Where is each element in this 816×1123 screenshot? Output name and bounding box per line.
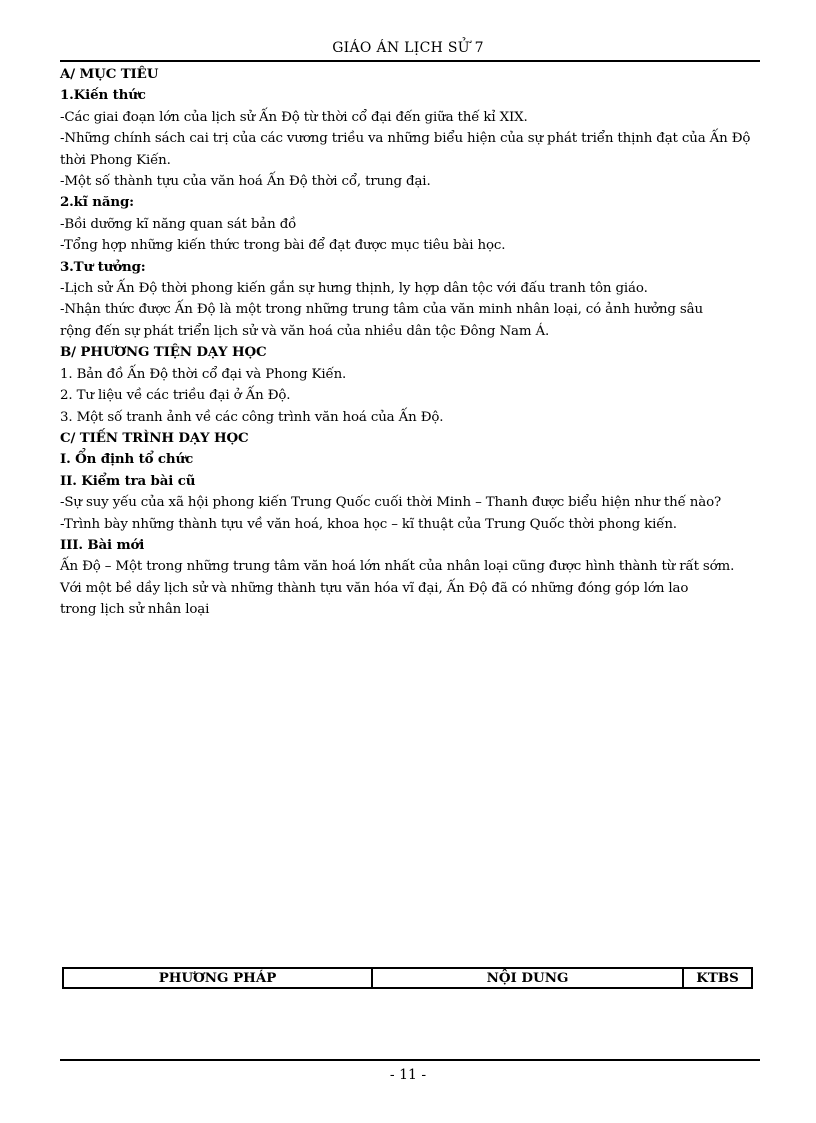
thought-line: rộng đến sự phát triển lịch sử và văn hoá của nhiều dân tộc Đông Nam Á. bbox=[60, 323, 550, 339]
materials-line: 2. Tư liệu về các triều đại ở Ấn Độ. bbox=[60, 388, 291, 404]
document-body bbox=[60, 64, 762, 621]
thought-line: -Lịch sử Ấn Độ thời phong kiến gắn sự hưng thịnh, ly hợp dân tộc với đấu tranh tôn giáo. bbox=[60, 281, 648, 297]
method-table bbox=[62, 967, 753, 989]
part2-heading: II. Kiểm tra bài cũ bbox=[60, 472, 196, 489]
lesson-intro-line: trong lịch sử nhân loại bbox=[60, 602, 210, 618]
materials-line: 3. Một số tranh ảnh về các công trình văn hoá của Ấn Độ. bbox=[60, 409, 444, 425]
column-header-content: NỘI DUNG bbox=[372, 968, 683, 988]
header-title: GIÁO ÁN LỊCH SỬ 7 bbox=[332, 40, 484, 56]
column-header-method: PHƯƠNG PHÁP bbox=[63, 968, 372, 988]
materials-line: 1. Bản đồ Ấn Độ thời cổ đại và Phong Kiến. bbox=[60, 366, 347, 382]
section-b-heading: B/ PHƯƠNG TIỆN DẠY HỌC bbox=[60, 344, 267, 361]
page-number: - 11 - bbox=[389, 1067, 427, 1083]
header-rule bbox=[60, 60, 760, 62]
thought-line: -Nhận thức được Ấn Độ là một trong những trung tâm của văn minh nhân loại, có ảnh hưởng sâu bbox=[60, 302, 703, 318]
footer-rule bbox=[60, 1059, 760, 1061]
part3-heading: III. Bài mới bbox=[60, 536, 145, 553]
section-c-heading: C/ TIẾN TRÌNH DẠY HỌC bbox=[60, 429, 249, 446]
review-line: -Trình bày những thành tựu về văn hoá, khoa học – kĩ thuật của Trung Quốc thời phong kiến. bbox=[60, 516, 677, 532]
knowledge-heading: 1.Kiến thức bbox=[60, 87, 146, 104]
knowledge-line: -Các giai đoạn lớn của lịch sử Ấn Độ từ thời cổ đại đến giữa thế kỉ XIX. bbox=[60, 109, 528, 125]
part1-heading: I. Ổn định tổ chức bbox=[60, 451, 194, 468]
review-line: -Sự suy yếu của xã hội phong kiến Trung Quốc cuối thời Minh – Thanh được biểu hiện như thế nào? bbox=[60, 495, 722, 511]
knowledge-line: -Một số thành tựu của văn hoá Ấn Độ thời cổ, trung đại. bbox=[60, 174, 431, 190]
skills-line: -Tổng hợp những kiến thức trong bài để đạt được mục tiêu bài học. bbox=[60, 238, 506, 254]
thought-heading: 3.Tư tưởng: bbox=[60, 258, 146, 275]
knowledge-line: -Những chính sách cai trị của các vương triều va những biểu hiện của sự phát triển thịnh đạt của Ấn Độ thời Phong Kiến. bbox=[60, 131, 751, 168]
lesson-intro-line: Ấn Độ – Một trong những trung tâm văn hoá lớn nhất của nhân loại cũng được hình thành từ rất sớm. bbox=[60, 559, 735, 575]
skills-line: -Bồi dưỡng kĩ năng quan sát bản đồ bbox=[60, 216, 297, 232]
section-a-heading: A/ MỤC TIÊU bbox=[60, 66, 159, 82]
table-header-row bbox=[63, 968, 752, 988]
column-header-ktbs: KTBS bbox=[683, 968, 752, 988]
lesson-intro-line: Với một bề dầy lịch sử và những thành tựu văn hóa vĩ đại, Ấn Độ đã có những đóng góp lớn lao bbox=[60, 580, 689, 596]
skills-heading: 2.kĩ năng: bbox=[60, 194, 134, 211]
